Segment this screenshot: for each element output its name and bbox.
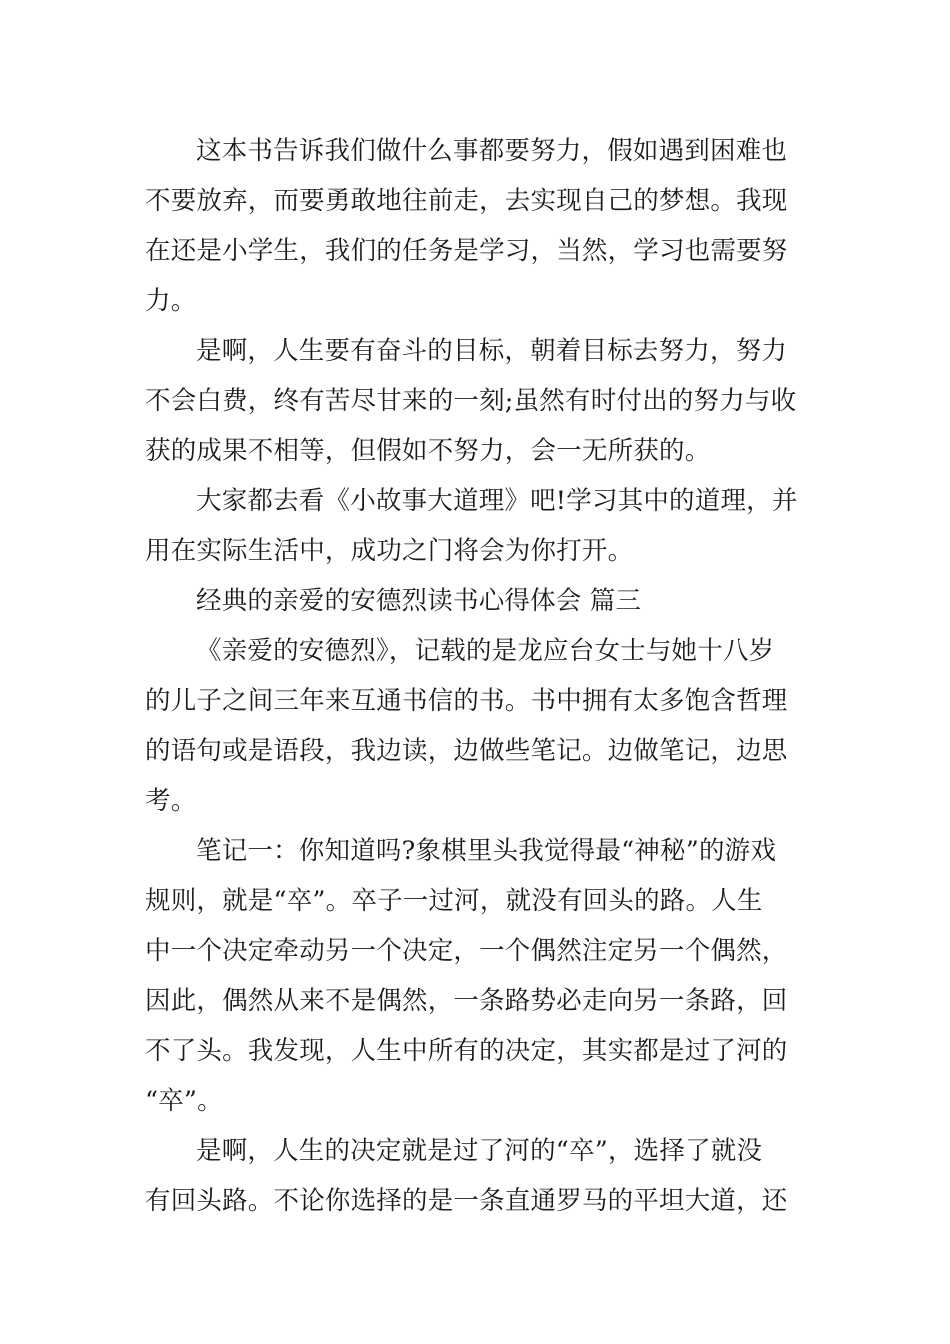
text-line: 不了头。我发现，人生中所有的决定，其实都是过了河的 — [145, 1036, 788, 1066]
text-line: 因此，偶然从来不是偶然，一条路势必走向另一条路，回 — [145, 986, 788, 1016]
text-line: 大家都去看《小故事大道理》吧!学习其中的道理，并 — [196, 486, 798, 516]
text-line: 笔记一：你知道吗?象棋里头我觉得最“神秘”的游戏 — [196, 836, 777, 866]
text-line: 用在实际生活中，成功之门将会为你打开。 — [145, 536, 634, 566]
text-line: 中一个决定牵动另一个决定，一个偶然注定另一个偶然， — [145, 936, 788, 966]
text-line: 《亲爱的安德烈》，记载的是龙应台女士与她十八岁 — [196, 636, 775, 666]
text-line: 不会白费，终有苦尽甘来的一刻;虽然有时付出的努力与收 — [145, 386, 797, 416]
text-line: 有回头路。不论你选择的是一条直通罗马的平坦大道，还 — [145, 1186, 788, 1216]
text-line: 是啊，人生要有奋斗的目标，朝着目标去努力，努力 — [196, 336, 788, 366]
text-line: 在还是小学生，我们的任务是学习，当然，学习也需要努 — [145, 236, 788, 266]
text-line: 是啊，人生的决定就是过了河的“卒”，选择了就没 — [196, 1136, 763, 1166]
text-line: 的语句或是语段，我边读，边做些笔记。边做笔记，边思 — [145, 736, 788, 766]
text-line: 获的成果不相等，但假如不努力，会一无所获的。 — [145, 436, 711, 466]
text-line: 考。 — [145, 786, 197, 816]
section-heading: 经典的亲爱的安德烈读书心得体会 篇三 — [196, 586, 642, 616]
text-line: “卒”。 — [145, 1086, 223, 1116]
text-line: 力。 — [145, 286, 197, 316]
text-line: 规则，就是“卒”。卒子一过河，就没有回头的路。人生 — [145, 886, 763, 916]
text-line: 的儿子之间三年来互通书信的书。书中拥有太多饱含哲理 — [145, 686, 788, 716]
text-line: 这本书告诉我们做什么事都要努力，假如遇到困难也 — [196, 136, 788, 166]
text-line: 不要放弃，而要勇敢地往前走，去实现自己的梦想。我现 — [145, 186, 788, 216]
